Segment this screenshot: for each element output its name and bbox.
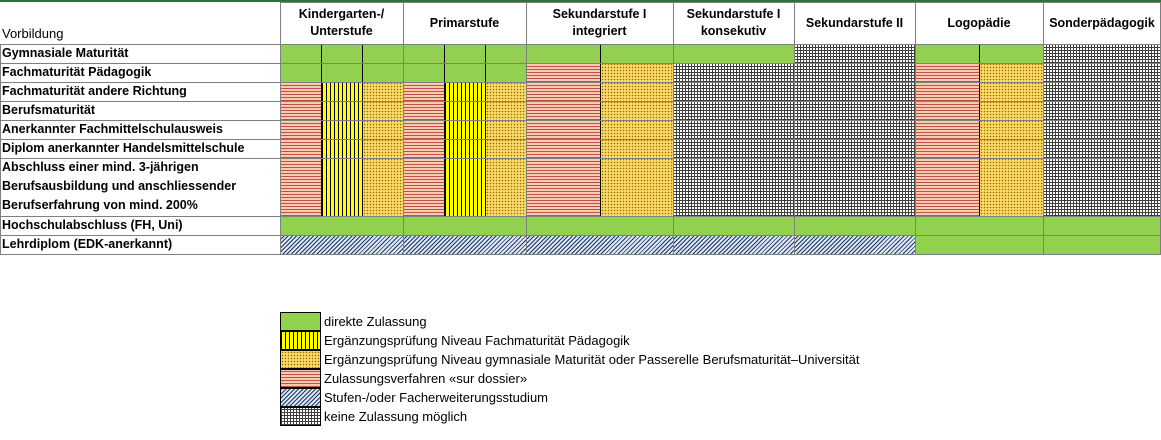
cell-direkt xyxy=(915,235,1043,254)
grid-line-horizontal xyxy=(0,120,1161,121)
cell-keine xyxy=(794,82,915,101)
cell-keine xyxy=(673,139,794,158)
grid-line-vertical xyxy=(794,2,795,254)
grid-line-horizontal xyxy=(0,101,1161,102)
cell-direkt xyxy=(444,44,485,63)
cell-keine xyxy=(673,82,794,101)
column-header-sek2: Sekundarstufe II xyxy=(805,15,904,30)
cell-gym xyxy=(362,101,403,120)
cell-dossier xyxy=(915,63,979,82)
cell-fmp xyxy=(444,139,485,158)
cell-stufen xyxy=(673,235,794,254)
cell-fmp xyxy=(444,158,485,216)
cell-direkt xyxy=(915,44,979,63)
row-label-line: Fachmaturität andere Richtung xyxy=(2,84,187,98)
cell-direkt xyxy=(362,44,403,63)
cell-keine xyxy=(673,158,794,216)
cell-keine xyxy=(794,120,915,139)
cell-direkt xyxy=(321,44,362,63)
legend-label: Ergänzungsprüfung Niveau Fachmaturität Pädagogik xyxy=(324,333,630,348)
cell-keine xyxy=(794,158,915,216)
admission-matrix xyxy=(0,2,1161,256)
row-label-line: Lehrdiplom (EDK-anerkannt) xyxy=(2,237,173,251)
grid-line-horizontal xyxy=(0,235,1161,236)
cell-dossier xyxy=(280,158,321,216)
cell-direkt xyxy=(1043,216,1161,235)
column-header-kg: Kindergarten-/ Unterstufe xyxy=(298,7,385,38)
cell-fmp xyxy=(321,120,362,139)
row-label-0 xyxy=(2,44,128,63)
cell-gym xyxy=(600,101,674,120)
cell-direkt xyxy=(444,63,485,82)
cell-direkt xyxy=(485,44,526,63)
row-label-4 xyxy=(2,120,223,139)
cell-keine xyxy=(794,63,915,82)
legend-swatch xyxy=(280,388,321,407)
cell-direkt xyxy=(403,216,526,235)
legend-swatch xyxy=(280,350,321,369)
cell-dossier xyxy=(280,101,321,120)
cell-fmp xyxy=(321,82,362,101)
row-label-line: Fachmaturität Pädagogik xyxy=(2,65,152,79)
cell-gym xyxy=(485,139,526,158)
cell-direkt xyxy=(979,44,1043,63)
row-label-5 xyxy=(2,139,244,158)
cell-dossier xyxy=(526,158,600,216)
cell-gym xyxy=(600,63,674,82)
cell-direkt xyxy=(280,63,321,82)
cell-fmp xyxy=(444,82,485,101)
cell-gym xyxy=(362,82,403,101)
column-header-logo: Logopädie xyxy=(947,15,1011,30)
cell-gym xyxy=(362,158,403,216)
cell-keine xyxy=(673,120,794,139)
cell-direkt xyxy=(673,216,794,235)
grid-line-vertical xyxy=(915,2,916,254)
legend-swatch xyxy=(280,407,321,426)
grid-line-horizontal xyxy=(0,254,1161,255)
cell-gym xyxy=(979,82,1043,101)
row-label-line: Berufserfahrung von mind. 200% xyxy=(2,198,198,212)
row-label-line: Abschluss einer mind. 3-jährigen xyxy=(2,160,199,174)
cell-dossier xyxy=(403,120,444,139)
cell-gym xyxy=(485,101,526,120)
cell-direkt xyxy=(403,44,444,63)
cell-direkt xyxy=(403,63,444,82)
legend-label: keine Zulassung möglich xyxy=(324,409,468,424)
column-header-sek1i: Sekundarstufe I integriert xyxy=(552,7,647,38)
cell-stufen xyxy=(794,235,915,254)
cell-dossier xyxy=(403,158,444,216)
grid-line-horizontal xyxy=(0,139,1161,140)
cell-gym xyxy=(600,158,674,216)
cell-dossier xyxy=(915,101,979,120)
grid-line-horizontal xyxy=(0,44,1161,45)
row-label-2 xyxy=(2,82,187,101)
cell-direkt xyxy=(794,216,915,235)
cell-direkt xyxy=(915,216,1043,235)
cell-direkt xyxy=(1043,235,1161,254)
row-label-8 xyxy=(2,235,172,254)
cell-direkt xyxy=(280,44,321,63)
row-label-7 xyxy=(2,216,183,235)
cell-direkt xyxy=(485,63,526,82)
grid-line-horizontal xyxy=(0,216,1161,217)
cell-direkt xyxy=(280,216,403,235)
grid-line-horizontal xyxy=(0,63,1161,64)
cell-keine xyxy=(1043,139,1161,158)
cell-gym xyxy=(485,82,526,101)
cell-keine xyxy=(1043,158,1161,216)
cell-fmp xyxy=(321,139,362,158)
legend-swatch xyxy=(280,312,321,331)
cell-dossier xyxy=(526,139,600,158)
cell-gym xyxy=(979,63,1043,82)
cell-dossier xyxy=(403,101,444,120)
grid-line-vertical xyxy=(280,2,281,254)
grid-line-vertical xyxy=(526,2,527,254)
cell-gym xyxy=(362,139,403,158)
row-label-line: Gymnasiale Maturität xyxy=(2,46,129,60)
row-label-line: Hochschulabschluss (FH, Uni) xyxy=(2,218,183,232)
grid-line-horizontal xyxy=(280,2,1161,3)
cell-gym xyxy=(979,120,1043,139)
cell-dossier xyxy=(915,82,979,101)
cell-fmp xyxy=(321,158,362,216)
row-label-line: Berufsausbildung und anschliessender xyxy=(2,179,237,193)
cell-keine xyxy=(1043,120,1161,139)
cell-stufen xyxy=(280,235,403,254)
cell-direkt xyxy=(321,63,362,82)
cell-fmp xyxy=(321,101,362,120)
column-header-sek1k: Sekundarstufe I konsekutiv xyxy=(686,7,781,38)
cell-fmp xyxy=(444,120,485,139)
cell-dossier xyxy=(915,120,979,139)
legend-swatch xyxy=(280,369,321,388)
legend-label: direkte Zulassung xyxy=(324,314,427,329)
grid-line-vertical xyxy=(1043,2,1044,254)
row-label-1 xyxy=(2,63,151,82)
cell-keine xyxy=(794,139,915,158)
cell-direkt xyxy=(526,44,600,63)
cell-gym xyxy=(600,120,674,139)
cell-dossier xyxy=(403,139,444,158)
cell-dossier xyxy=(280,120,321,139)
cell-keine xyxy=(1043,63,1161,82)
grid-line-vertical xyxy=(673,2,674,254)
row-label-line: Anerkannter Fachmittelschulausweis xyxy=(2,122,223,136)
cell-dossier xyxy=(915,158,979,216)
cell-dossier xyxy=(526,101,600,120)
grid-line-vertical xyxy=(0,44,1,254)
cell-dossier xyxy=(526,82,600,101)
legend-label: Zulassungsverfahren «sur dossier» xyxy=(324,371,528,386)
legend-label: Stufen-/oder Facherweiterungsstudium xyxy=(324,390,549,405)
cell-stufen xyxy=(526,235,673,254)
cell-gym xyxy=(485,158,526,216)
cell-direkt xyxy=(526,216,673,235)
cell-gym xyxy=(979,158,1043,216)
cell-gym xyxy=(362,120,403,139)
cell-keine xyxy=(1043,44,1161,63)
cell-dossier xyxy=(915,139,979,158)
cell-dossier xyxy=(403,82,444,101)
cell-gym xyxy=(485,120,526,139)
column-header-prim: Primarstufe xyxy=(429,15,500,30)
cell-keine xyxy=(673,63,794,82)
cell-fmp xyxy=(444,101,485,120)
grid-line-horizontal xyxy=(0,82,1161,83)
grid-line-horizontal xyxy=(0,158,1161,159)
cell-dossier xyxy=(280,82,321,101)
cell-gym xyxy=(600,139,674,158)
cell-keine xyxy=(673,101,794,120)
cell-gym xyxy=(979,101,1043,120)
cell-keine xyxy=(1043,82,1161,101)
cell-dossier xyxy=(526,63,600,82)
cell-keine xyxy=(794,44,915,63)
cell-direkt xyxy=(362,63,403,82)
cell-direkt xyxy=(600,44,674,63)
cell-dossier xyxy=(280,139,321,158)
cell-dossier xyxy=(526,120,600,139)
row-label-3 xyxy=(2,101,95,120)
row-label-line: Berufsmaturität xyxy=(2,103,96,117)
legend-swatch xyxy=(280,331,321,350)
cell-gym xyxy=(979,139,1043,158)
row-label-line: Diplom anerkannter Handelsmittelschule xyxy=(2,141,245,155)
row-label-6 xyxy=(2,158,236,216)
cell-keine xyxy=(1043,101,1161,120)
column-header-sonder: Sonderpädagogik xyxy=(1049,15,1155,30)
cell-gym xyxy=(600,82,674,101)
grid-line-vertical xyxy=(403,2,404,254)
cell-keine xyxy=(794,101,915,120)
corner-label: Vorbildung xyxy=(2,26,64,41)
legend-label: Ergänzungsprüfung Niveau gymnasiale Maturität oder Passerelle Berufsmaturität–Universität xyxy=(324,352,860,367)
cell-stufen xyxy=(403,235,526,254)
cell-direkt xyxy=(673,44,794,63)
